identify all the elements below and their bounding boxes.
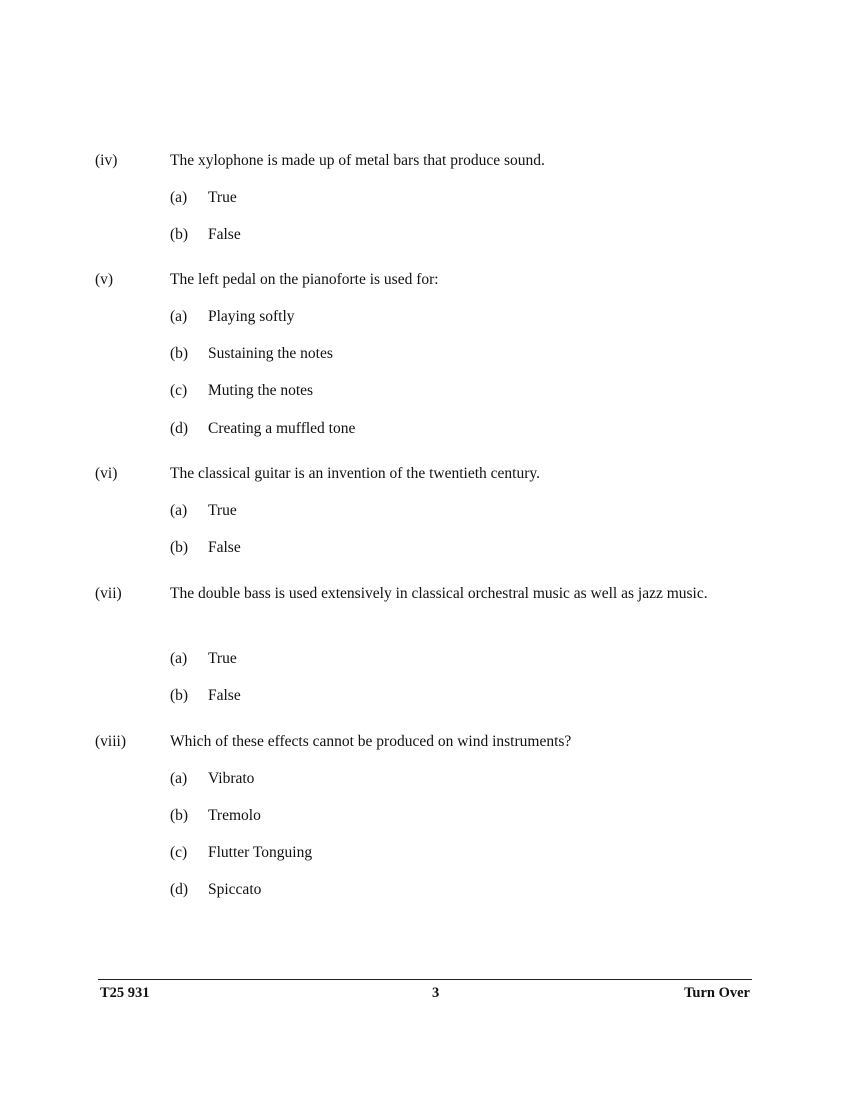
question-text: Which of these effects cannot be produced on wind instruments? [170, 733, 572, 750]
footer-divider [98, 979, 752, 980]
question-text: The xylophone is made up of metal bars that produce sound. [170, 152, 545, 169]
option-text: Vibrato [208, 770, 255, 787]
option-text: False [208, 539, 241, 556]
option-text: False [208, 226, 241, 243]
option-item[interactable] [0, 804, 850, 828]
option-item[interactable] [0, 305, 850, 329]
option-text: True [208, 502, 237, 519]
option-item[interactable] [0, 499, 850, 523]
page-number: 3 [432, 985, 440, 1001]
question-number: (v) [95, 271, 114, 288]
option-text: True [208, 650, 237, 667]
option-letter: (b) [170, 345, 189, 362]
question-text: The left pedal on the pianoforte is used for: [170, 271, 439, 288]
option-letter: (b) [170, 687, 189, 704]
option-letter: (a) [170, 770, 188, 787]
option-text: Muting the notes [208, 382, 314, 399]
option-text: Tremolo [208, 807, 261, 824]
option-item[interactable] [0, 684, 850, 708]
option-letter: (c) [170, 382, 188, 399]
option-text: Creating a muffled tone [208, 420, 356, 437]
option-text: True [208, 189, 237, 206]
option-letter: (c) [170, 844, 188, 861]
option-item[interactable] [0, 417, 850, 441]
option-text: False [208, 687, 241, 704]
option-item[interactable] [0, 767, 850, 791]
option-item[interactable] [0, 841, 850, 865]
option-letter: (b) [170, 539, 189, 556]
option-item[interactable] [0, 647, 850, 671]
option-letter: (b) [170, 807, 189, 824]
turn-over-label: Turn Over [684, 985, 750, 1001]
paper-code: T25 931 [100, 985, 150, 1001]
question-number: (vii) [95, 585, 122, 602]
option-text: Spiccato [208, 881, 262, 898]
option-item[interactable] [0, 878, 850, 902]
option-item[interactable] [0, 536, 850, 560]
option-letter: (d) [170, 881, 189, 898]
question-number: (iv) [95, 152, 118, 169]
question-number: (viii) [95, 733, 126, 750]
option-item[interactable] [0, 342, 850, 366]
question-text: The classical guitar is an invention of the twentieth century. [170, 465, 541, 482]
option-text: Playing softly [208, 308, 295, 325]
option-item[interactable] [0, 223, 850, 247]
option-letter: (a) [170, 189, 188, 206]
option-letter: (a) [170, 650, 188, 667]
question-text: The double bass is used extensively in classical orchestral music as well as jazz music. [170, 585, 708, 602]
option-letter: (a) [170, 308, 188, 325]
option-item[interactable] [0, 186, 850, 210]
question-number: (vi) [95, 465, 118, 482]
option-item[interactable] [0, 379, 850, 403]
option-letter: (a) [170, 502, 188, 519]
option-text: Sustaining the notes [208, 345, 333, 362]
option-letter: (d) [170, 420, 189, 437]
option-text: Flutter Tonguing [208, 844, 313, 861]
option-letter: (b) [170, 226, 189, 243]
